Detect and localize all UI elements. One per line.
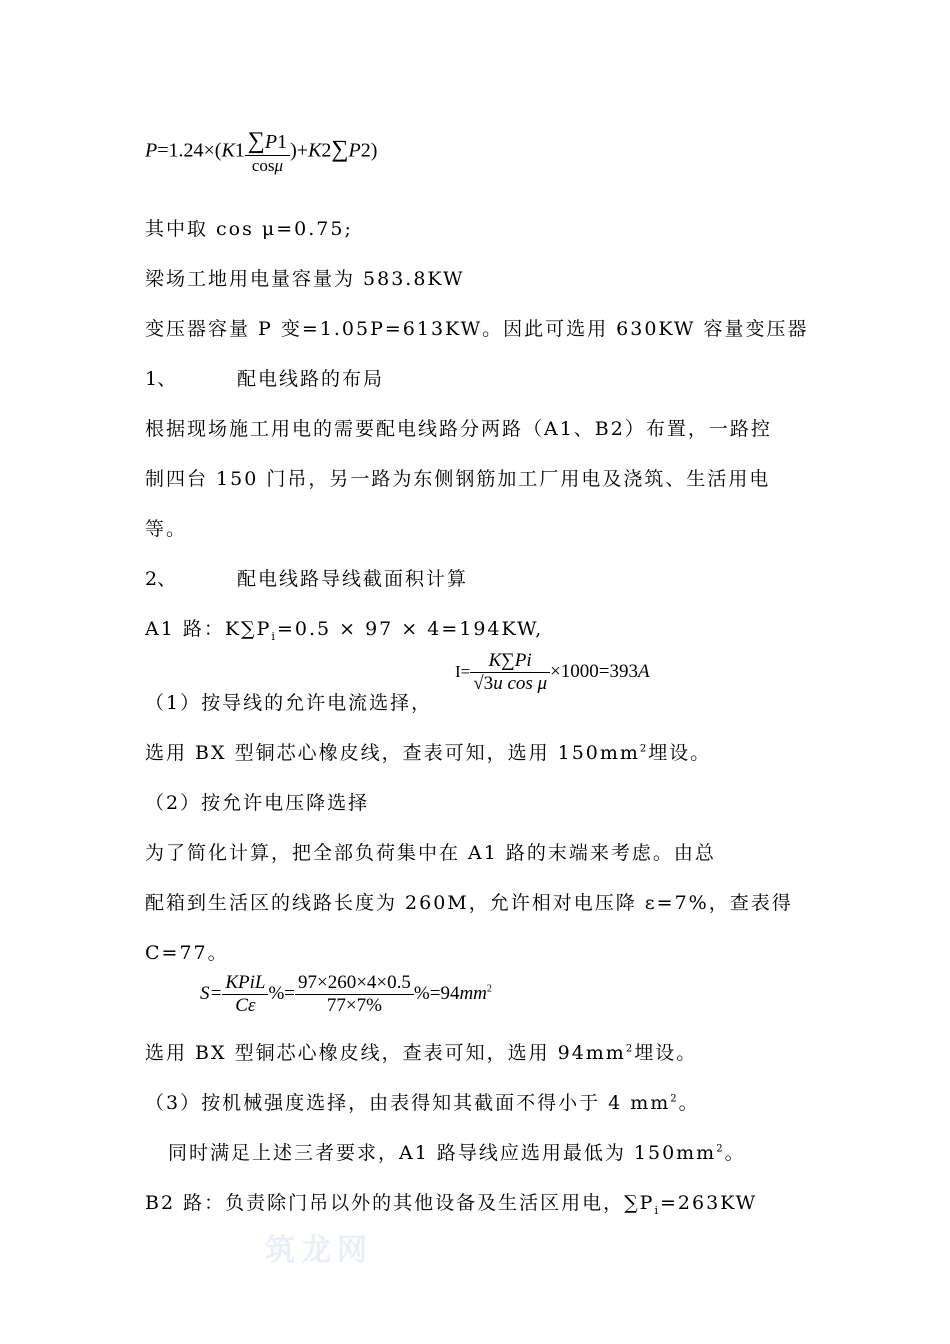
area-unit: mm bbox=[459, 982, 487, 1004]
b2-pre: B2 路：负责除门吊以外的其他设备及生活区用电，∑P bbox=[145, 1192, 655, 1214]
area-num-1: KPiL bbox=[222, 972, 268, 995]
mech-line bbox=[145, 1088, 700, 1115]
b2-post: =263KW bbox=[659, 1192, 758, 1214]
bx2-sup: 2 bbox=[625, 1043, 635, 1055]
current-denominator: u cos μ bbox=[493, 673, 548, 694]
formula-k1-idx: 1 bbox=[234, 139, 245, 162]
bx1-pre: 选用 BX 型铜芯心橡皮线，查表可知，选用 150mm bbox=[145, 742, 640, 764]
current-formula bbox=[455, 650, 650, 695]
power-formula bbox=[145, 128, 377, 176]
drop-para-3: C=77。 bbox=[145, 942, 229, 964]
summary-sup: 2 bbox=[716, 1143, 725, 1155]
section-1-number: 1、 bbox=[145, 368, 177, 390]
current-label: （1）按导线的允许电流选择， bbox=[145, 692, 433, 714]
section-2-number: 2、 bbox=[145, 568, 177, 590]
formula-cos: cos bbox=[251, 156, 275, 175]
b2-sub: i bbox=[654, 1203, 660, 1217]
formula-k2: K bbox=[308, 139, 322, 162]
current-i-eq: I= bbox=[455, 661, 471, 681]
mech-pre: （3）按机械强度选择，由表得知其截面不得小于 4 mm bbox=[145, 1092, 671, 1114]
area-result: %=94 bbox=[413, 982, 460, 1004]
mech-sup: 2 bbox=[670, 1093, 679, 1105]
area-den-2: 77×7% bbox=[326, 995, 382, 1016]
a1-load-pre: A1 路：K∑P bbox=[145, 618, 272, 640]
area-num-2: 97×260×4×0.5 bbox=[295, 972, 414, 995]
formula-close: ) bbox=[370, 139, 378, 162]
summary-line bbox=[168, 1138, 746, 1165]
formula-k1: K bbox=[221, 139, 235, 162]
formula-k2-idx: 2 bbox=[321, 139, 332, 162]
bx2-pre: 选用 BX 型铜芯心橡皮线，查表可知，选用 94mm bbox=[145, 1042, 626, 1064]
formula-sum2-icon: ∑ bbox=[331, 136, 349, 163]
watermark: 筑龙网 bbox=[265, 1233, 373, 1268]
area-fraction-2 bbox=[295, 972, 414, 1017]
area-fraction-1 bbox=[222, 972, 268, 1017]
a1-load-post: =0.5 × 97 × 4=194KW, bbox=[276, 618, 544, 640]
drop-title: （2）按允许电压降选择 bbox=[145, 792, 370, 814]
current-fraction bbox=[470, 650, 550, 695]
transformer-line: 变压器容量 P 变=1.05P=613KW。因此可选用 630KW 容量变压器 bbox=[145, 318, 809, 340]
formula-mid: )+ bbox=[290, 139, 309, 162]
bx1-post: 埋设。 bbox=[648, 742, 712, 764]
formula-mu: μ bbox=[274, 156, 284, 175]
sqrt-icon: √3 bbox=[473, 673, 494, 694]
drop-para-2: 配箱到生活区的线路长度为 260M，允许相对电压降 ε=7%，查表得 bbox=[145, 892, 793, 914]
current-unit: A bbox=[638, 660, 650, 682]
area-den-1: Cε bbox=[235, 995, 256, 1016]
summary-pre: 同时满足上述三者要求，A1 路导线应选用最低为 150mm bbox=[168, 1142, 717, 1164]
bx-line-1 bbox=[145, 738, 711, 765]
para1-line-3: 等。 bbox=[145, 518, 188, 540]
mech-post: 。 bbox=[678, 1092, 700, 1114]
drop-para-1: 为了简化计算，把全部负荷集中在 A1 路的末端来考虑。由总 bbox=[145, 842, 716, 864]
area-lhs: S= bbox=[200, 982, 223, 1004]
bx1-sup: 2 bbox=[639, 743, 649, 755]
current-numerator: K∑Pi bbox=[470, 650, 550, 673]
bx-line-2 bbox=[145, 1038, 697, 1065]
para1-line-1: 根据现场施工用电的需要配电线路分两路（A1、B2）布置，一路控 bbox=[145, 418, 772, 440]
formula-p1: P bbox=[264, 131, 278, 153]
section-1-title: 配电线路的布局 bbox=[237, 368, 385, 390]
area-unit-sup: 2 bbox=[486, 983, 492, 995]
bx2-post: 埋设。 bbox=[634, 1042, 698, 1064]
b2-line bbox=[145, 1188, 757, 1217]
a1-load-sub: i bbox=[271, 629, 277, 643]
formula-sum-icon: ∑ bbox=[247, 128, 265, 154]
formula-p2: P bbox=[348, 139, 361, 162]
current-result: ×1000=393 bbox=[550, 660, 638, 682]
formula-fraction bbox=[245, 128, 290, 176]
formula-p-lhs: P bbox=[145, 139, 158, 162]
para1-line-2: 制四台 150 门吊，另一路为东侧钢筋加工厂用电及浇筑、生活用电 bbox=[145, 468, 771, 490]
formula-p-eq: =1.24×( bbox=[157, 139, 222, 162]
section-2-title: 配电线路导线截面积计算 bbox=[237, 568, 469, 590]
area-formula bbox=[200, 972, 492, 1017]
formula-p1-idx: 1 bbox=[277, 131, 288, 153]
formula-p2-idx: 2 bbox=[360, 139, 371, 162]
a1-load-line bbox=[145, 614, 543, 643]
cos-line: 其中取 cos μ=0.75; bbox=[145, 218, 353, 240]
capacity-line: 梁场工地用电量容量为 583.8KW bbox=[145, 268, 465, 290]
area-pct: %= bbox=[268, 982, 295, 1004]
summary-post: 。 bbox=[724, 1142, 746, 1164]
